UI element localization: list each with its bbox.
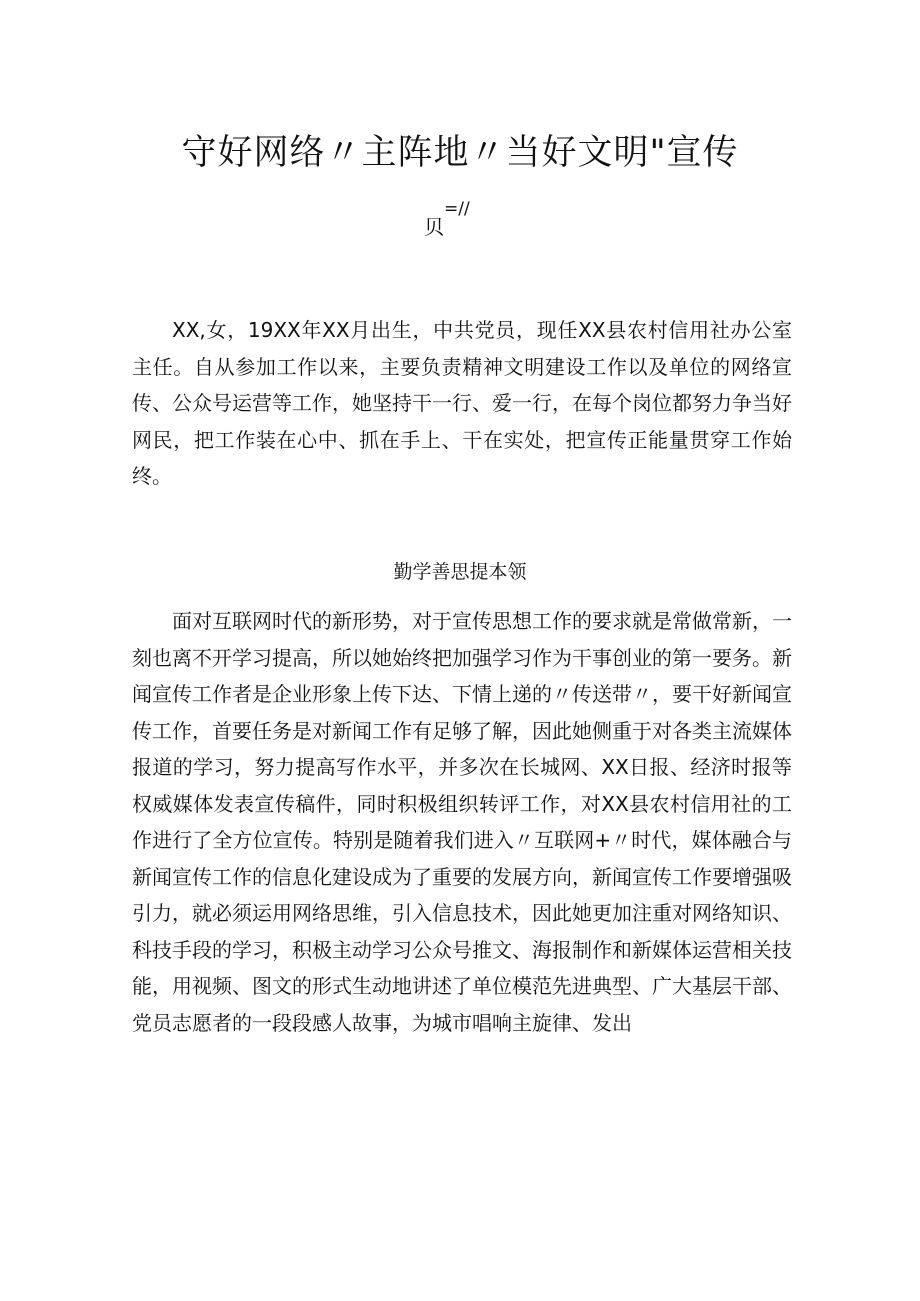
byline-mark: =// [444,199,470,219]
paragraph-intro: XX,女，19XX年XX月出生，中共党员，现任XX县农村信用社办公室主任。自从参加工作以来，主要负责精神文明建设工作以及单位的网络宣传、公众号运营等工作，她坚持干一行、爱一行，在每个岗位都努力争当好网民，把工作装在心中、抓在手上、干在实处，把宣传正能量贯穿工作始终。 [132,318,792,488]
byline-char: 贝 [424,215,444,239]
paragraph-section-1: 面对互联网时代的新形势，对于宣传思想工作的要求就是常做常新，一刻也离不开学习提高，所以她始终把加强学习作为干事创业的第一要务。新闻宣传工作者是企业形象上传下达、下情上递的〃传送带〃，要干好新闻宣传工作，首要任务是对新闻工作有足够了解，因此她侧重于对各类主流媒体报道的学习，努力提高写作水平，并多次在长城网、XX日报、经济时报等权威媒体发表宣传稿件，同时积极组织转评工作，对XX县农村信用社的工作进行了全方位宣传。特别是随着我们进入〃互联网+〃时代，媒体融合与新闻宣传工作的信息化建设成为了重要的发展方向，新闻宣传工作要增强吸引力，就必须运用网络思维，引入信息技术，因此她更加注重对网络知识、科技手段的学习，积极主动学习公众号推文、海报制作和新媒体运营相关技能，用视频、图文的形式生动地讲述了单位模范先进典型、广大基层干部、党员志愿者的一段段感人故事，为城市唱响主旋律、发出 [132,609,792,1035]
section-heading: 勤学善思提本领 [393,561,527,583]
document-title: 守好网络〃主阵地〃当好文明"宣传 [181,133,739,173]
byline [424,198,504,248]
